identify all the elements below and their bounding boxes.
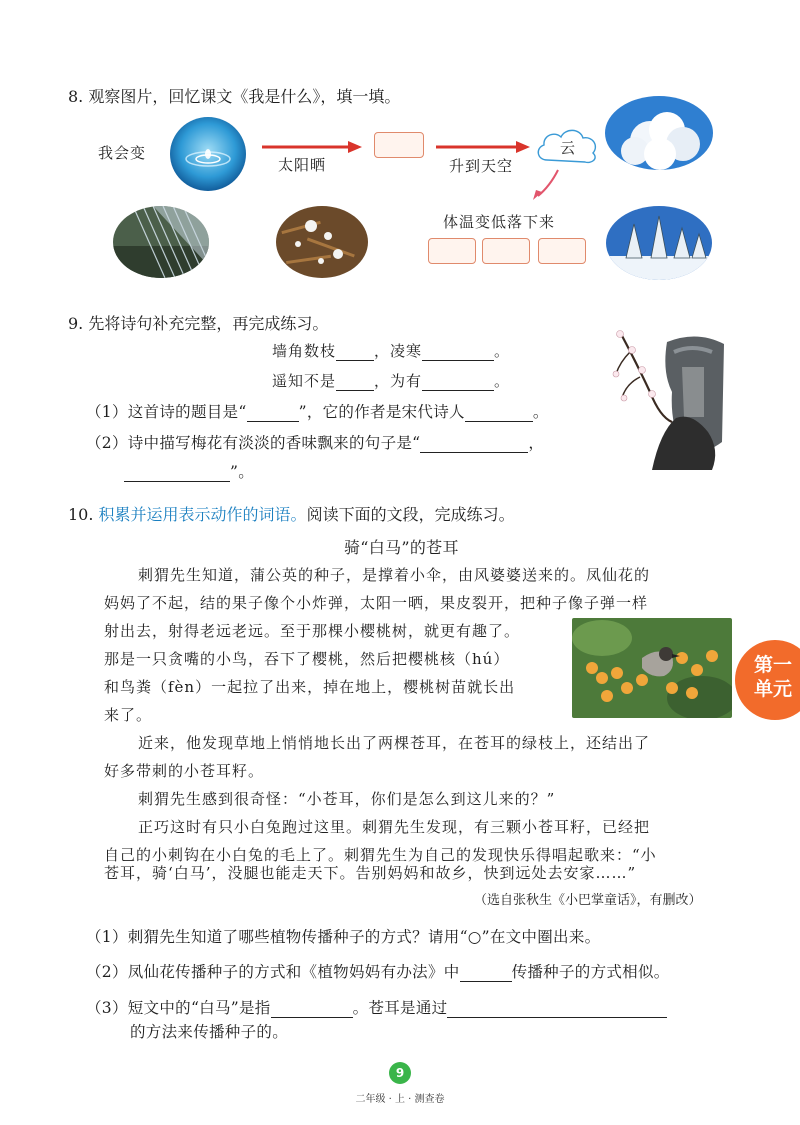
q9-sub1: （1）这首诗的题目是“ ”，它的作者是宋代诗人 。 bbox=[86, 403, 549, 421]
q8-start-label: 我会变 bbox=[98, 144, 147, 162]
passage-p4-line2: 自己的小刺钩在小白兔的毛上了。刺猬先生为自己的发现快乐得唱起歌来：“小 bbox=[104, 846, 657, 864]
spread-method-blank[interactable] bbox=[447, 1002, 667, 1018]
passage-p2-line2: 好多带刺的小苍耳籽。 bbox=[104, 762, 265, 780]
method-blank[interactable] bbox=[460, 966, 512, 982]
q10-keyword: 积累并运用表示动作的词语。 bbox=[98, 505, 307, 524]
passage-title: 骑“白马”的苍耳 bbox=[344, 538, 459, 557]
cloud-label: 云 bbox=[560, 139, 577, 157]
page-number-badge: 9 bbox=[389, 1062, 411, 1084]
title-blank[interactable] bbox=[247, 406, 299, 422]
poem-line-2: 遥知不是 ，为有 。 bbox=[272, 372, 511, 390]
poem-blank-3[interactable] bbox=[336, 375, 374, 391]
poem-blank-2[interactable] bbox=[422, 345, 494, 361]
answer-box-2[interactable] bbox=[428, 238, 476, 264]
poem-blank-1[interactable] bbox=[336, 345, 374, 361]
passage-p2-line1: 近来，他发现草地上悄悄地长出了两棵苍耳，在苍耳的绿枝上，还结出了 bbox=[138, 734, 651, 752]
answer-box-1[interactable] bbox=[374, 132, 424, 158]
fragrance-blank-1[interactable] bbox=[420, 437, 528, 453]
q9-title: 9. 先将诗句补充完整，再完成练习。 bbox=[68, 314, 329, 333]
passage-p1-line4: 那是一只贪嘴的小鸟，吞下了樱桃，然后把樱桃核（hú） bbox=[104, 650, 510, 668]
q10-sub2: （2）凤仙花传播种子的方式和《植物妈妈有办法》中 传播种子的方式相似。 bbox=[86, 963, 670, 981]
fall-label: 体温变低落下来 bbox=[443, 213, 556, 231]
plum-blossom-painting bbox=[612, 322, 728, 472]
passage-p4-line3: 苍耳，骑‘白马’，没腿也能走天下。告别妈妈和故乡，快到远处去安家……” bbox=[104, 864, 637, 882]
answer-box-4[interactable] bbox=[538, 238, 586, 264]
passage-p4-line1: 正巧这时有只小白兔跑过这里。刺猬先生发现，有三颗小苍耳籽，已经把 bbox=[138, 818, 651, 836]
answer-box-3[interactable] bbox=[482, 238, 530, 264]
white-horse-blank[interactable] bbox=[271, 1002, 353, 1018]
hail-image bbox=[276, 206, 368, 278]
poem-blank-4[interactable] bbox=[422, 375, 494, 391]
bird-berries-photo bbox=[572, 618, 732, 718]
poet-blank[interactable] bbox=[465, 406, 533, 422]
passage-p1-line3: 射出去，射得老远老远。至于那棵小樱桃树，就更有趣了。 bbox=[104, 622, 521, 640]
arrow-1-label: 太阳晒 bbox=[278, 156, 327, 174]
q10-sub3-cont: 的方法来传播种子的。 bbox=[130, 1023, 289, 1041]
passage-p1-line2: 妈妈了不起，结的果子像个小炸弹，太阳一晒，果皮裂开，把种子像子弹一样 bbox=[104, 594, 649, 612]
poem-line-1: 墙角数枝 ，凌寒 。 bbox=[272, 342, 511, 360]
q9-sub2-cont: ”。 bbox=[124, 460, 254, 482]
arrow-1-icon bbox=[262, 140, 362, 154]
cloud-photo-image bbox=[605, 96, 713, 170]
passage-source: （选自张秋生《小巴掌童话》，有删改） bbox=[474, 893, 702, 908]
q8-title: 8. 观察图片，回忆课文《我是什么》，填一填。 bbox=[68, 87, 401, 106]
unit-side-tab-label: 第一 单元 bbox=[753, 654, 792, 700]
passage-p1-line5: 和鸟粪（fèn）一起拉了出来，掉在地上，樱桃树苗就长出 bbox=[104, 678, 516, 696]
passage-p1-line6: 来了。 bbox=[104, 706, 153, 724]
fragrance-blank-2[interactable] bbox=[124, 466, 230, 482]
arrow-2-icon bbox=[436, 140, 530, 154]
rain-image bbox=[113, 206, 209, 278]
q10-title: 10. 积累并运用表示动作的词语。阅读下面的文段，完成练习。 bbox=[68, 505, 515, 524]
q10-sub1: （1）刺猬先生知道了哪些植物传播种子的方式？请用“○”在文中圈出来。 bbox=[86, 928, 601, 946]
snow-image bbox=[606, 206, 712, 280]
q9-sub2: （2）诗中描写梅花有淡淡的香味飘来的句子是“ ， bbox=[86, 434, 545, 452]
water-drop-image bbox=[170, 117, 246, 191]
arrow-3-icon bbox=[530, 168, 562, 202]
passage-p1-line1: 刺猬先生知道，蒲公英的种子，是撑着小伞，由风婆婆送来的。凤仙花的 bbox=[138, 566, 651, 584]
q10-sub3: （3）短文中的“白马”是指 。苍耳是通过 bbox=[86, 996, 667, 1018]
arrow-2-label: 升到天空 bbox=[449, 157, 514, 175]
passage-p3-line1: 刺猬先生感到很奇怪：“小苍耳，你们是怎么到这儿来的？” bbox=[138, 790, 556, 808]
footer-label: 二年级 · 上 · 测查卷 bbox=[355, 1094, 445, 1105]
